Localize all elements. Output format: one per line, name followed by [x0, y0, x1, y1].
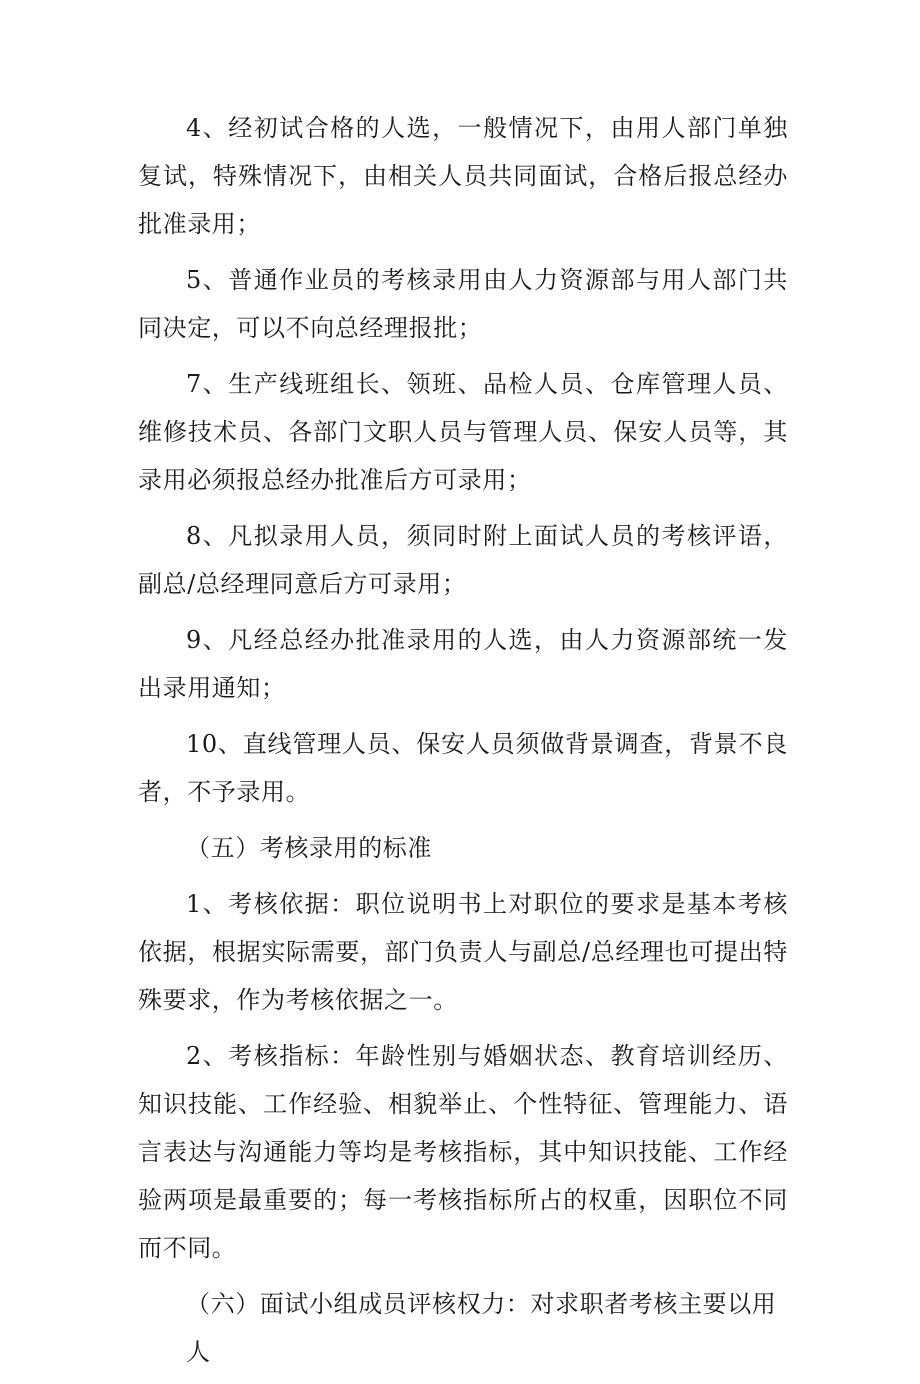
- section-heading-6: （六）面试小组成员评核权力：对求职者考核主要以用人: [186, 1290, 777, 1366]
- section-heading-5: （五）考核录用的标准: [186, 834, 432, 862]
- paragraph-item-8: 8、凡拟录用人员，须同时附上面试人员的考核评语，副总/总经理同意后方可录用；: [138, 522, 788, 598]
- paragraph-criteria-indicators: 2、考核指标：年龄性别与婚姻状态、教育培训经历、知识技能、工作经验、相貌举止、个性特征、管理能力、语言表达与沟通能力等均是考核指标，其中知识技能、工作经验两项是最重要的；每一考核指标所占的权重，因职位不同而不同。: [138, 1042, 788, 1262]
- paragraph-criteria-basis: 1、考核依据：职位说明书上对职位的要求是基本考核依据，根据实际需要，部门负责人与副总/总经理也可提出特殊要求，作为考核依据之一。: [138, 890, 788, 1014]
- paragraph-item-10: 10、直线管理人员、保安人员须做背景调查，背景不良者，不予录用。: [138, 730, 788, 806]
- paragraph-item-9: 9、凡经总经办批准录用的人选，由人力资源部统一发出录用通知；: [138, 626, 788, 702]
- paragraph-item-4: 4、经初试合格的人选，一般情况下，由用人部门单独复试，特殊情况下，由相关人员共同面试，合格后报总经办批准录用；: [138, 114, 788, 238]
- paragraph-item-7: 7、生产线班组长、领班、品检人员、仓库管理人员、维修技术员、各部门文职人员与管理人员、保安人员等，其录用必须报总经办批准后方可录用；: [138, 370, 788, 494]
- document-body: [138, 104, 788, 1384]
- paragraph-item-5: 5、普通作业员的考核录用由人力资源部与用人部门共同决定，可以不向总经理报批；: [138, 266, 788, 342]
